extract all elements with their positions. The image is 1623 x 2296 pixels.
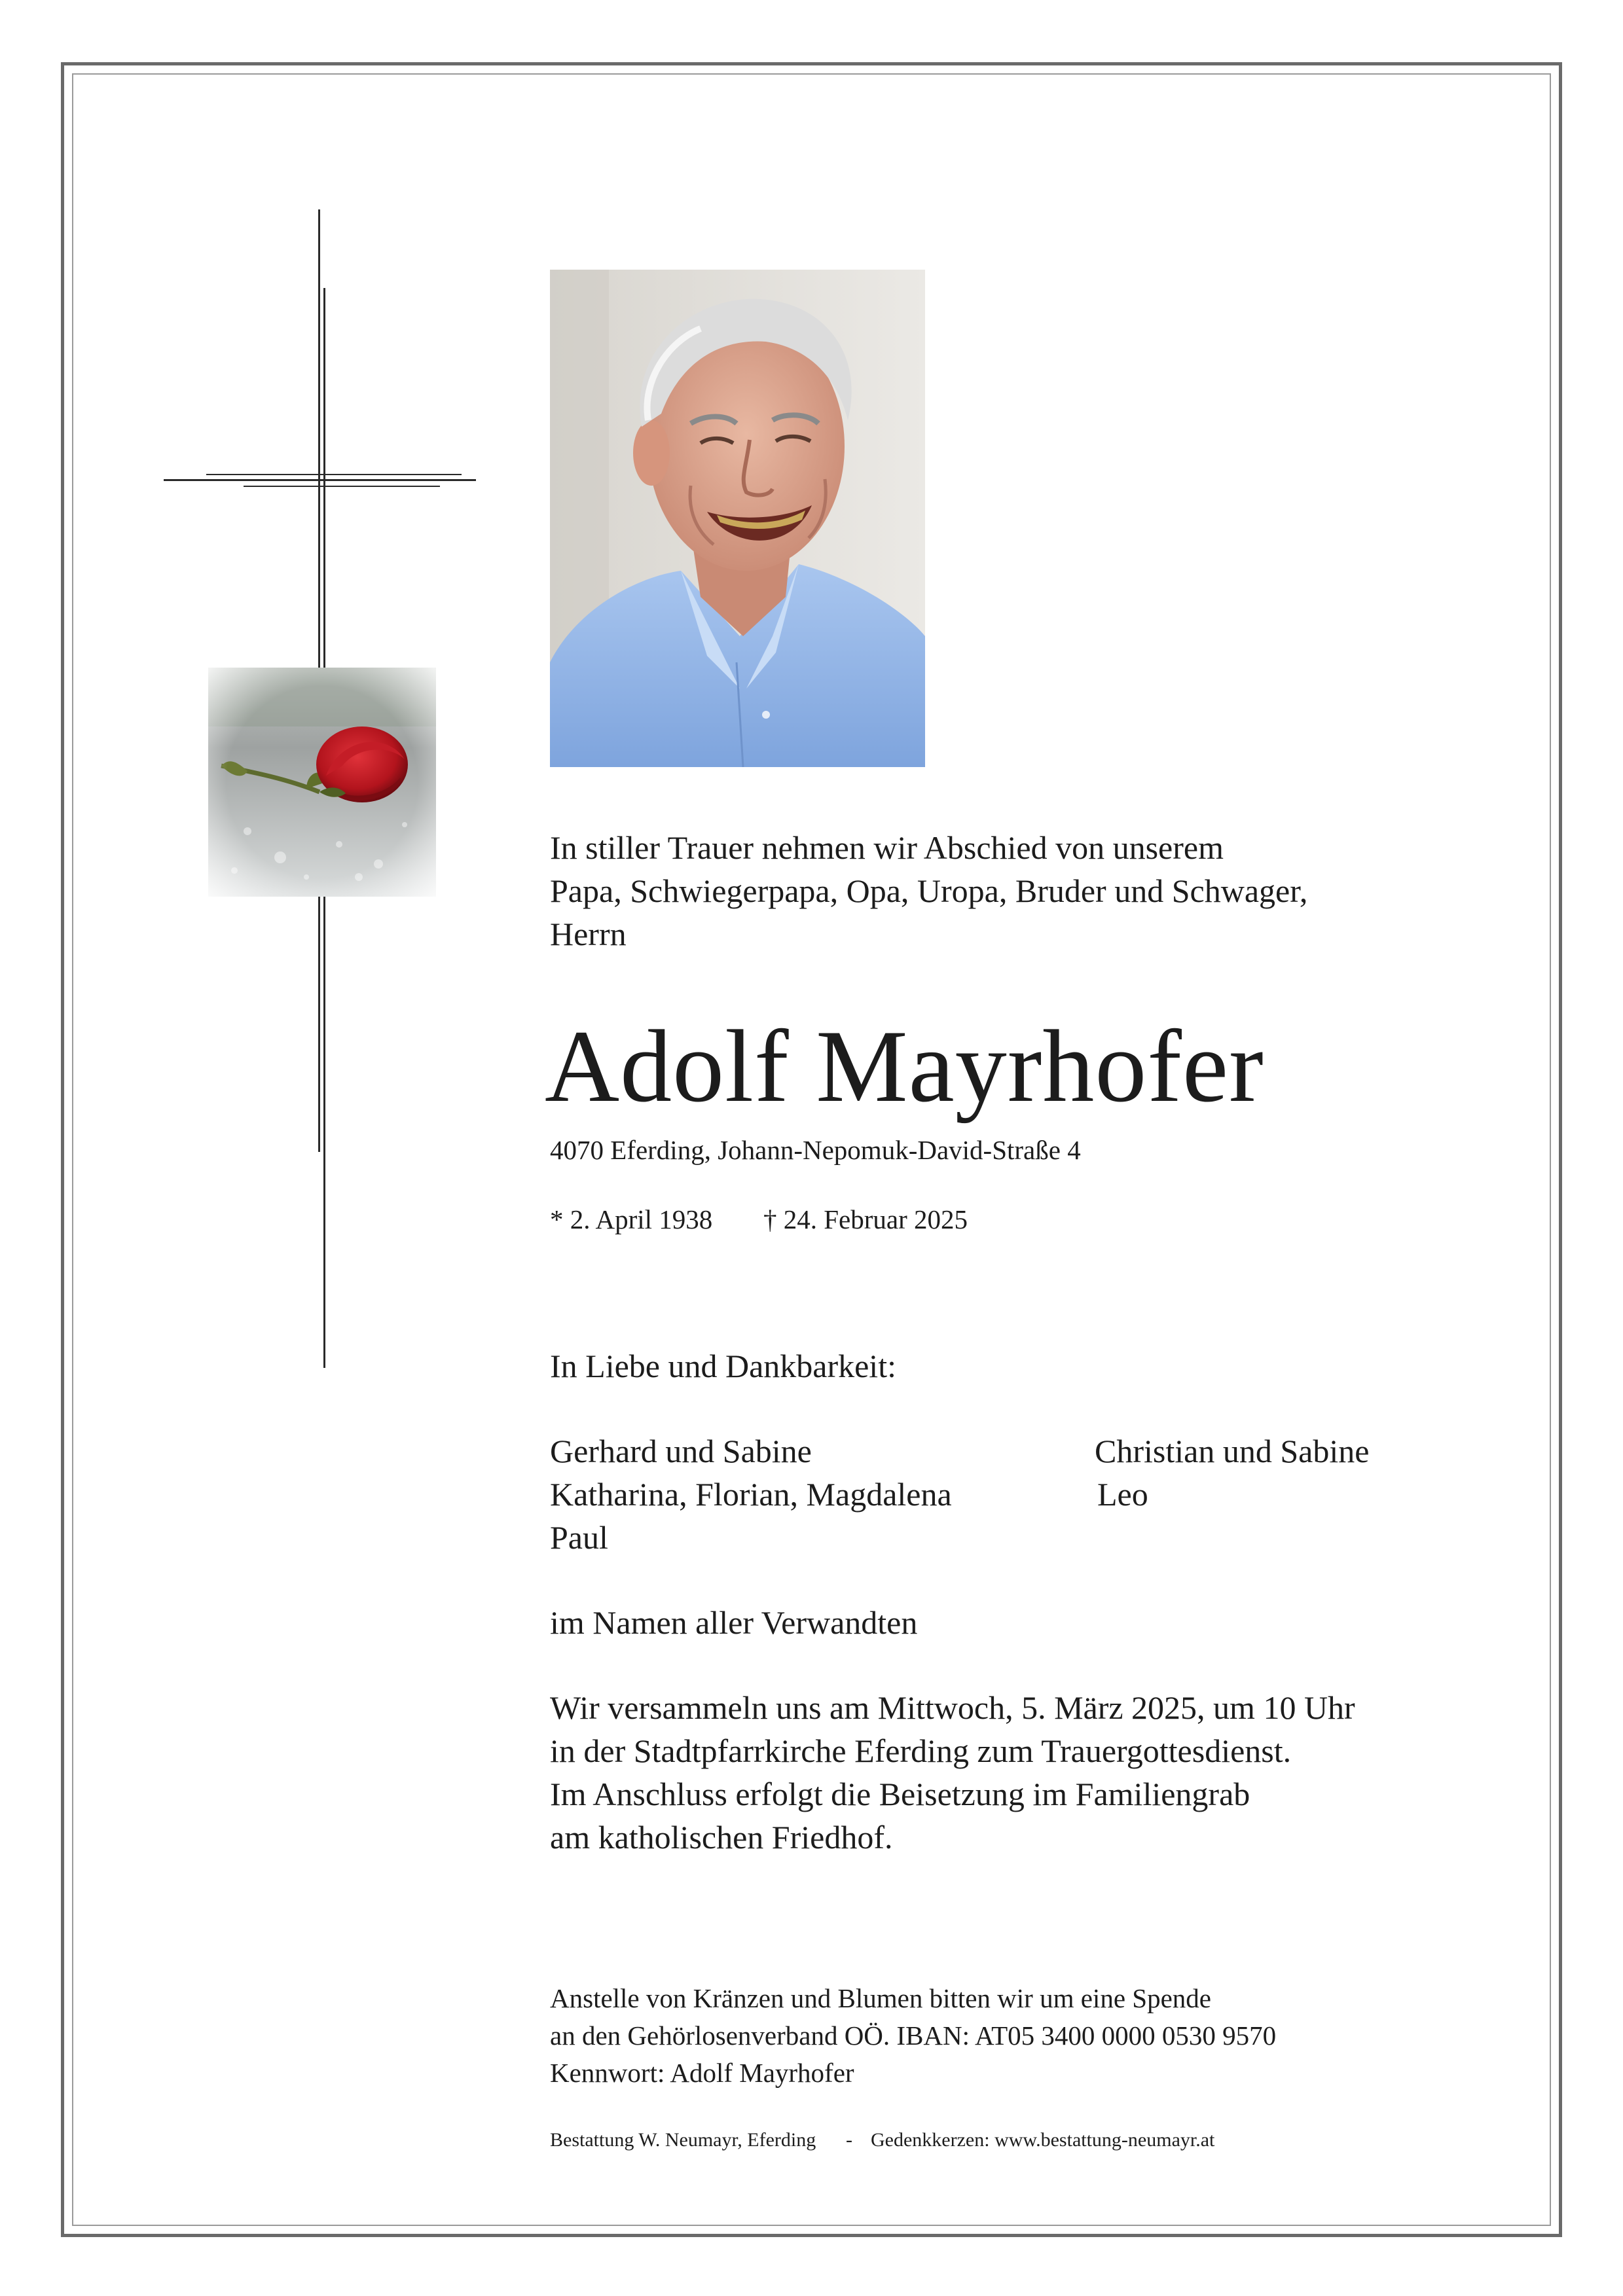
death-date: † 24. Februar 2025	[763, 1204, 968, 1234]
deceased-name: Adolf Mayrhofer	[545, 1009, 1264, 1124]
mourner-right-1: Christian und Sabine	[1095, 1433, 1370, 1469]
mourner-right-2: Leo	[1097, 1476, 1148, 1513]
intro-line-2: Papa, Schwiegerpapa, Opa, Uropa, Bruder und Schwager,	[550, 872, 1308, 909]
intro-line-3: Herrn	[550, 916, 627, 952]
mourner-left-3: Paul	[550, 1519, 608, 1556]
donation-line-2: an den Gehörlosenverband OÖ. IBAN: AT05 3400 0000 0530 9570	[550, 2020, 1277, 2051]
donation-line-3: Kennwort: Adolf Mayrhofer	[550, 2058, 854, 2088]
mourners-closing: im Namen aller Verwandten	[550, 1604, 918, 1641]
rose-image	[208, 668, 436, 897]
mourners-heading: In Liebe und Dankbarkeit:	[550, 1348, 896, 1384]
footer-separator: -	[846, 2129, 852, 2151]
service-line-1: Wir versammeln uns am Mittwoch, 5. März 2025, um 10 Uhr	[550, 1689, 1355, 1726]
intro-line-1: In stiller Trauer nehmen wir Abschied von unserem	[550, 829, 1224, 866]
service-line-2: in der Stadtpfarrkirche Eferding zum Trauergottesdienst.	[550, 1732, 1292, 1769]
birth-date: * 2. April 1938	[550, 1204, 713, 1234]
service-line-3: Im Anschluss erfolgt die Beisetzung im Familiengrab	[550, 1776, 1250, 1812]
service-line-4: am katholischen Friedhof.	[550, 1819, 893, 1856]
mourner-left-1: Gerhard und Sabine	[550, 1433, 812, 1469]
portrait-photo	[550, 270, 925, 767]
mourner-left-2: Katharina, Florian, Magdalena	[550, 1476, 952, 1513]
footer-undertaker: Bestattung W. Neumayr, Eferding	[550, 2129, 816, 2151]
footer-candles-link[interactable]: Gedenkkerzen: www.bestattung-neumayr.at	[871, 2129, 1215, 2151]
donation-line-1: Anstelle von Kränzen und Blumen bitten wir um eine Spende	[550, 1983, 1211, 2013]
deceased-address: 4070 Eferding, Johann-Nepomuk-David-Straße 4	[550, 1135, 1081, 1165]
